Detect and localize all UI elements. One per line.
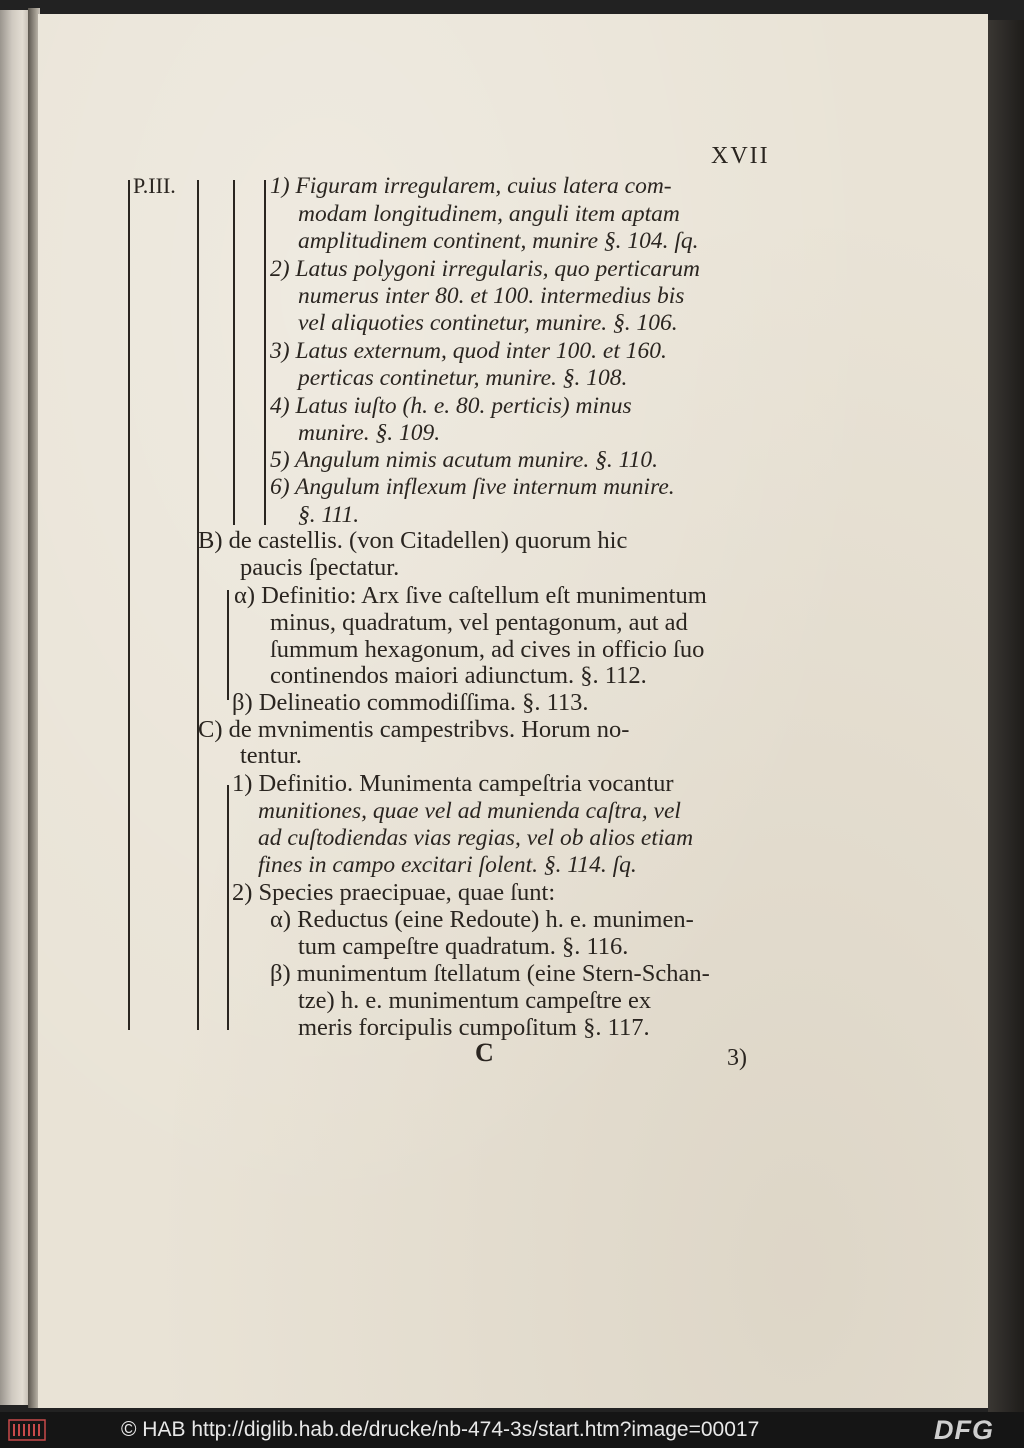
text-line: B) de castellis. (von Citadellen) quorum hic: [198, 527, 628, 554]
text-line: ad cuſtodiendas vias regias, vel ob alios etiam: [258, 825, 694, 851]
text-line: numerus inter 80. et 100. intermedius bis: [298, 283, 685, 309]
text-line: β) Delineatio commodiſſima. §. 113.: [232, 689, 589, 716]
text-line: 5) Angulum nimis acutum munire. §. 110.: [270, 447, 658, 473]
third-rule-upper: [233, 180, 235, 525]
text-line: ſummum hexagonum, ad cives in officio ſuo: [270, 636, 705, 663]
page-number-header: XVII: [711, 143, 770, 169]
text-line: fines in campo excitari ſolent. §. 114. ſq.: [258, 852, 637, 878]
text-line: tum campeſtre quadratum. §. 116.: [298, 933, 629, 960]
text-line: tentur.: [240, 742, 302, 769]
page-shadow: [988, 20, 1024, 1412]
second-rule: [197, 180, 199, 1030]
text-line: munire. §. 109.: [298, 420, 441, 446]
text-line: tze) h. e. munimentum campeſtre ex: [298, 987, 652, 1014]
text-line: paucis ſpectatur.: [240, 554, 400, 581]
copyright-link[interactable]: © HAB http://diglib.hab.de/drucke/nb-474-3s/start.htm?image=00017: [121, 1418, 760, 1441]
third-rule-lower: [227, 785, 229, 1030]
text-line: amplitudinem continent, munire §. 104. ſq.: [298, 228, 699, 254]
text-line: 2) Species praecipuae, quae ſunt:: [232, 879, 556, 906]
text-line: §. 111.: [298, 502, 360, 528]
text-line: C) de mvnimentis campestribvs. Horum no-: [198, 716, 630, 743]
text-line: vel aliquoties continetur, munire. §. 106.: [298, 310, 678, 336]
verso-page-edge: [0, 10, 30, 1405]
text-line: 1) Figuram irregularem, cuius latera com-: [270, 173, 672, 199]
hab-logo-icon: [8, 1416, 46, 1444]
text-line: perticas continetur, munire. §. 108.: [298, 365, 628, 391]
text-line: meris forcipulis cumpoſitum §. 117.: [298, 1014, 650, 1041]
part-label: P.III.: [133, 173, 176, 198]
text-line: munitiones, quae vel ad munienda caſtra, vel: [258, 798, 681, 824]
text-line: 4) Latus iuſto (h. e. 80. perticis) minus: [270, 393, 632, 419]
fourth-rule: [264, 180, 266, 525]
catchword: 3): [727, 1045, 747, 1071]
text-line: β) munimentum ſtellatum (eine Stern-Schan-: [270, 960, 710, 987]
outer-rule: [128, 180, 130, 1030]
text-line: continendos maiori adiunctum. §. 112.: [270, 662, 647, 689]
viewer-footer: [0, 1412, 1024, 1448]
text-line: minus, quadratum, vel pentagonum, aut ad: [270, 609, 688, 636]
text-line: α) Definitio: Arx ſive caſtellum eſt munimentum: [234, 582, 707, 609]
text-line: modam longitudinem, anguli item aptam: [298, 201, 680, 227]
signature-mark: C: [475, 1038, 494, 1067]
text-line: 2) Latus polygoni irregularis, quo perticarum: [270, 256, 700, 282]
third-rule-alpha: [227, 590, 229, 700]
text-line: α) Reductus (eine Redoute) h. e. munimen-: [270, 906, 694, 933]
text-line: 1) Definitio. Munimenta campeſtria vocantur: [232, 770, 674, 797]
dfg-logo: DFG: [934, 1415, 994, 1445]
text-line: 3) Latus externum, quod inter 100. et 160.: [270, 338, 667, 364]
text-line: 6) Angulum inflexum ſive internum munire.: [270, 474, 675, 500]
